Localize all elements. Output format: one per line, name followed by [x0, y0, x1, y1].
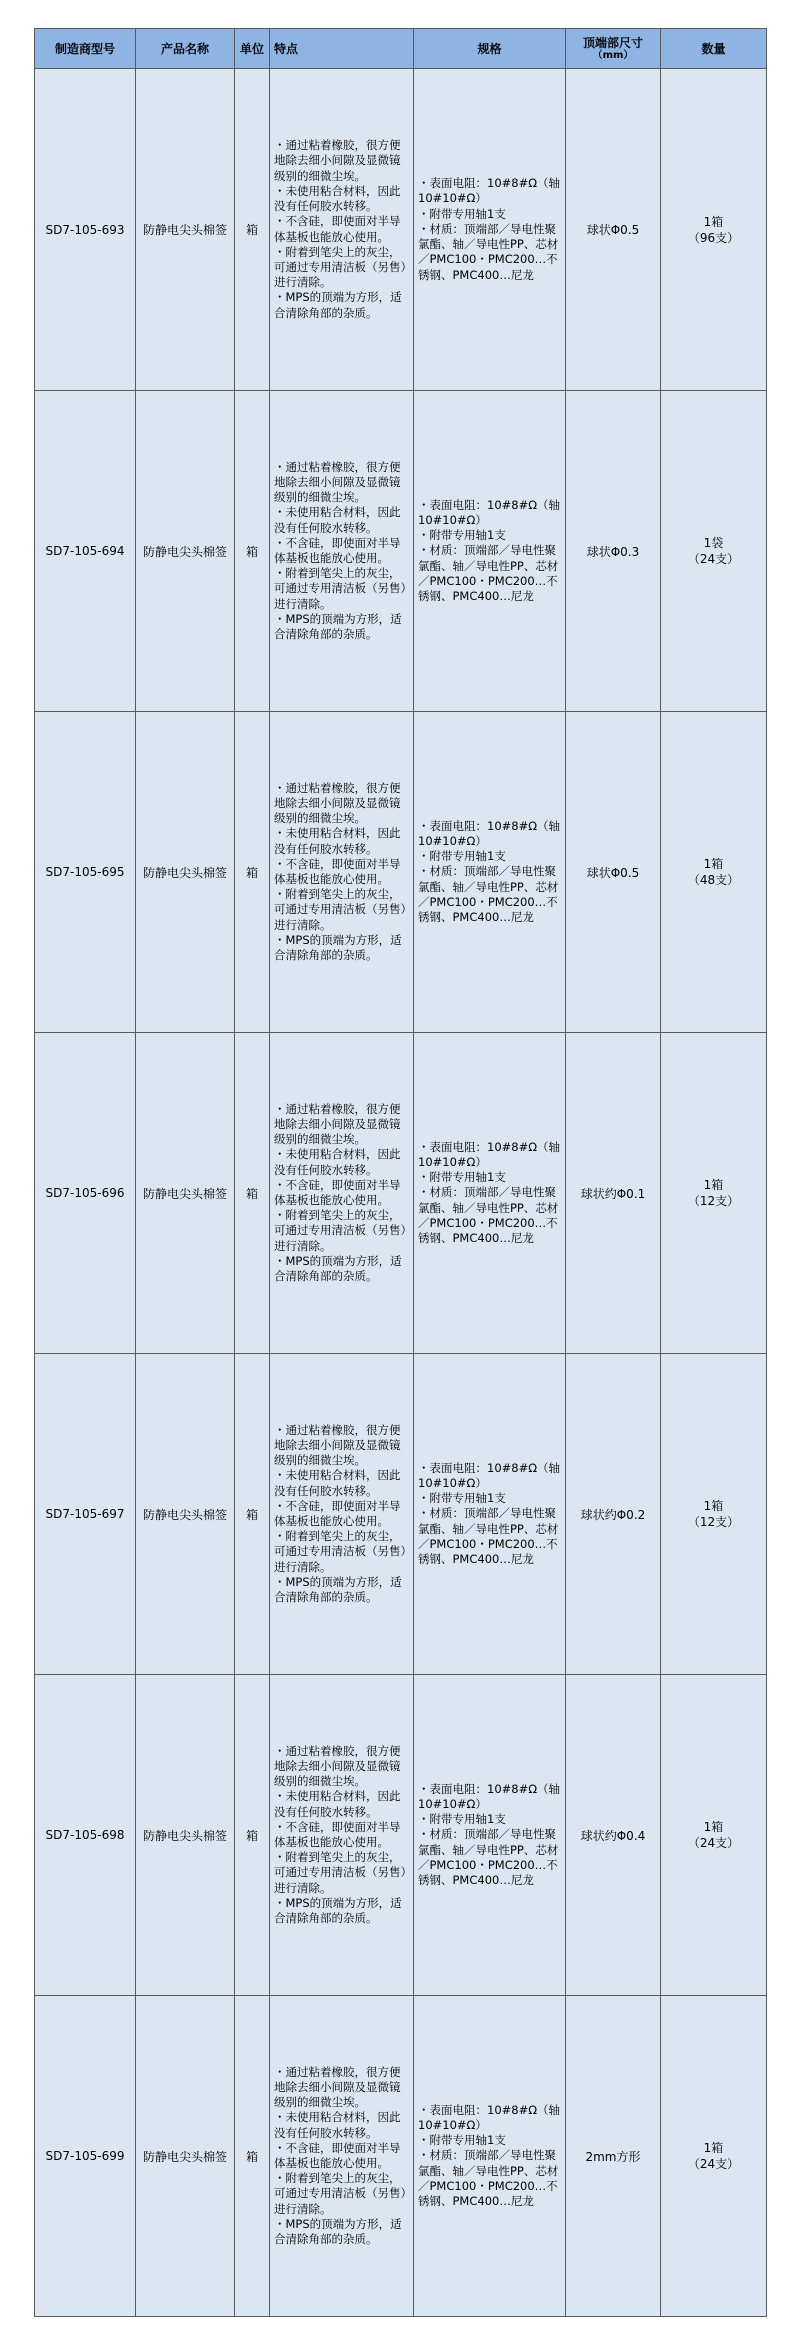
feature-line: ・不含硅，即使面对半导体基板也能放心使用。	[274, 1819, 401, 1849]
spec-line: ・附带专用轴1支	[418, 849, 506, 864]
feature-line: ・未使用粘合材料，因此没有任何胶水转移。	[274, 826, 401, 856]
spec-line: ・附带专用轴1支	[418, 1491, 506, 1506]
header-tip-size	[566, 29, 661, 69]
model-cell: SD7-105-693	[35, 69, 136, 391]
feature-line: ・通过粘着橡胶，很方便地除去细小间隙及显微镜级别的细微尘埃。	[274, 459, 401, 505]
spec-line: ・表面电阻：10#8#Ω（轴10#10#Ω）	[418, 1781, 561, 1811]
feature-line: ・MPS的顶端为方形，适合清除角部的杂质。	[274, 932, 402, 963]
unit-cell: 箱	[235, 391, 270, 712]
tip-size-cell: 球状Φ0.5	[566, 712, 661, 1033]
table-row	[35, 1675, 767, 1996]
qty-count: （48支）	[687, 873, 740, 887]
table-row	[35, 69, 767, 391]
tip-size-cell: 球状Φ0.3	[566, 391, 661, 712]
qty-amount: 1箱	[703, 1499, 724, 1513]
feature-line: ・通过粘着橡胶，很方便地除去细小间隙及显微镜级别的细微尘埃。	[274, 1743, 401, 1789]
qty-amount: 1箱	[703, 214, 724, 229]
unit-cell: 箱	[235, 1354, 270, 1675]
spec-line: ・材质：顶端部／导电性聚氯酯、轴／导电性PP、芯材／PMC100・PMC200…不锈钢、PMC400…尼龙	[418, 864, 559, 924]
spec-line: ・附带专用轴1支	[418, 2133, 506, 2148]
qty-amount: 1箱	[703, 1178, 724, 1192]
feature-line: ・附着到笔尖上的灰尘，可通过专用清洁板（另售）进行清除。	[274, 566, 407, 611]
feature-line: ・不含硅，即使面对半导体基板也能放心使用。	[274, 2140, 401, 2170]
header-row	[35, 29, 767, 69]
qty-count: （24支）	[687, 2157, 740, 2171]
spec-line: ・表面电阻：10#8#Ω（轴10#10#Ω）	[418, 818, 561, 848]
feature-line: ・未使用粘合材料，因此没有任何胶水转移。	[274, 2110, 401, 2140]
feature-line: ・附着到笔尖上的灰尘，可通过专用清洁板（另售）进行清除。	[274, 244, 407, 290]
spec-line: ・表面电阻：10#8#Ω（轴10#10#Ω）	[418, 176, 561, 206]
model-cell: SD7-105-698	[35, 1675, 136, 1996]
feature-line: ・MPS的顶端为方形，适合清除角部的杂质。	[274, 2216, 402, 2247]
qty-amount: 1袋	[703, 536, 724, 550]
spec-cell	[414, 1354, 566, 1675]
feature-line: ・MPS的顶端为方形，适合清除角部的杂质。	[274, 290, 402, 320]
spec-line: ・表面电阻：10#8#Ω（轴10#10#Ω）	[418, 2102, 561, 2132]
feature-line: ・附着到笔尖上的灰尘，可通过专用清洁板（另售）进行清除。	[274, 1850, 407, 1895]
feature-line: ・不含硅，即使面对半导体基板也能放心使用。	[274, 856, 401, 886]
spec-line: ・表面电阻：10#8#Ω（轴10#10#Ω）	[418, 1460, 561, 1490]
features-cell	[270, 712, 414, 1033]
table-row	[35, 1033, 767, 1354]
feature-line: ・不含硅，即使面对半导体基板也能放心使用。	[274, 535, 401, 565]
feature-line: ・MPS的顶端为方形，适合清除角部的杂质。	[274, 1253, 402, 1284]
feature-line: ・未使用粘合材料，因此没有任何胶水转移。	[274, 1147, 401, 1177]
spec-cell	[414, 1033, 566, 1354]
feature-line: ・MPS的顶端为方形，适合清除角部的杂质。	[274, 611, 402, 642]
unit-cell: 箱	[235, 1675, 270, 1996]
feature-line: ・附着到笔尖上的灰尘，可通过专用清洁板（另售）进行清除。	[274, 887, 407, 932]
table-row	[35, 1354, 767, 1675]
spec-line: ・附带专用轴1支	[418, 1812, 506, 1827]
feature-line: ・通过粘着橡胶，很方便地除去细小间隙及显微镜级别的细微尘埃。	[274, 138, 401, 183]
feature-line: ・通过粘着橡胶，很方便地除去细小间隙及显微镜级别的细微尘埃。	[274, 780, 401, 826]
product-name-cell: 防静电尖头棉签	[136, 1033, 235, 1354]
feature-line: ・通过粘着橡胶，很方便地除去细小间隙及显微镜级别的细微尘埃。	[274, 2064, 401, 2110]
model-cell: SD7-105-699	[35, 1996, 136, 2317]
feature-line: ・附着到笔尖上的灰尘，可通过专用清洁板（另售）进行清除。	[274, 2171, 407, 2216]
features-cell	[270, 1354, 414, 1675]
qty-cell	[661, 69, 767, 391]
header-features: 特点	[270, 29, 414, 69]
qty-cell	[661, 1675, 767, 1996]
features-cell	[270, 1033, 414, 1354]
product-name-cell: 防静电尖头棉签	[136, 69, 235, 391]
features-cell	[270, 1675, 414, 1996]
spec-cell	[414, 1996, 566, 2317]
qty-cell	[661, 391, 767, 712]
feature-line: ・MPS的顶端为方形，适合清除角部的杂质。	[274, 1895, 402, 1926]
spec-line: ・表面电阻：10#8#Ω（轴10#10#Ω）	[418, 1139, 561, 1169]
unit-cell: 箱	[235, 712, 270, 1033]
unit-cell: 箱	[235, 69, 270, 391]
unit-cell: 箱	[235, 1033, 270, 1354]
header-tip-size-label: 顶端部尺寸	[582, 35, 643, 50]
qty-amount: 1箱	[703, 857, 724, 871]
feature-line: ・通过粘着橡胶，很方便地除去细小间隙及显微镜级别的细微尘埃。	[274, 1101, 401, 1147]
features-cell	[270, 69, 414, 391]
feature-line: ・通过粘着橡胶，很方便地除去细小间隙及显微镜级别的细微尘埃。	[274, 1422, 401, 1468]
tip-size-cell: 2mm方形	[566, 1996, 661, 2317]
spec-line: ・材质：顶端部／导电性聚氯酯、轴／导电性PP、芯材／PMC100・PMC200…不锈钢、PMC400…尼龙	[418, 221, 559, 282]
header-qty: 数量	[661, 29, 767, 69]
table-row	[35, 391, 767, 712]
qty-cell	[661, 1996, 767, 2317]
spec-line: ・材质：顶端部／导电性聚氯酯、轴／导电性PP、芯材／PMC100・PMC200…不锈钢、PMC400…尼龙	[418, 1185, 559, 1245]
feature-line: ・不含硅，即使面对半导体基板也能放心使用。	[274, 1177, 401, 1207]
tip-size-cell: 球状约Φ0.4	[566, 1675, 661, 1996]
header-unit: 单位	[235, 29, 270, 69]
spec-cell	[414, 712, 566, 1033]
model-cell: SD7-105-695	[35, 712, 136, 1033]
product-name-cell: 防静电尖头棉签	[136, 1675, 235, 1996]
qty-count: （12支）	[687, 1515, 740, 1529]
spec-line: ・附带专用轴1支	[418, 1170, 506, 1185]
spec-line: ・材质：顶端部／导电性聚氯酯、轴／导电性PP、芯材／PMC100・PMC200…不锈钢、PMC400…尼龙	[418, 1506, 559, 1566]
feature-line: ・未使用粘合材料，因此没有任何胶水转移。	[274, 505, 401, 535]
qty-cell	[661, 1033, 767, 1354]
table-row	[35, 712, 767, 1033]
model-cell: SD7-105-697	[35, 1354, 136, 1675]
spec-line: ・表面电阻：10#8#Ω（轴10#10#Ω）	[418, 497, 561, 527]
qty-count: （24支）	[687, 552, 740, 566]
tip-size-cell: 球状约Φ0.2	[566, 1354, 661, 1675]
feature-line: ・附着到笔尖上的灰尘，可通过专用清洁板（另售）进行清除。	[274, 1529, 407, 1574]
spec-line: ・材质：顶端部／导电性聚氯酯、轴／导电性PP、芯材／PMC100・PMC200…不锈钢、PMC400…尼龙	[418, 1827, 559, 1887]
spec-cell	[414, 1675, 566, 1996]
spec-cell	[414, 69, 566, 391]
qty-count: （96支）	[687, 230, 740, 245]
qty-amount: 1箱	[703, 1820, 724, 1834]
feature-line: ・MPS的顶端为方形，适合清除角部的杂质。	[274, 1574, 402, 1605]
unit-cell: 箱	[235, 1996, 270, 2317]
features-cell	[270, 391, 414, 712]
header-spec: 规格	[414, 29, 566, 69]
features-cell	[270, 1996, 414, 2317]
tip-size-cell: 球状约Φ0.1	[566, 1033, 661, 1354]
feature-line: ・未使用粘合材料，因此没有任何胶水转移。	[274, 1789, 401, 1819]
product-table	[34, 28, 767, 2317]
header-name: 产品名称	[136, 29, 235, 69]
model-cell: SD7-105-696	[35, 1033, 136, 1354]
qty-amount: 1箱	[703, 2141, 724, 2155]
feature-line: ・未使用粘合材料，因此没有任何胶水转移。	[274, 183, 401, 214]
spec-line: ・附带专用轴1支	[418, 528, 506, 543]
tip-size-cell: 球状Φ0.5	[566, 69, 661, 391]
qty-count: （24支）	[687, 1836, 740, 1850]
product-name-cell: 防静电尖头棉签	[136, 1996, 235, 2317]
product-name-cell: 防静电尖头棉签	[136, 1354, 235, 1675]
qty-cell	[661, 1354, 767, 1675]
spec-line: ・材质：顶端部／导电性聚氯酯、轴／导电性PP、芯材／PMC100・PMC200…不锈钢、PMC400…尼龙	[418, 543, 559, 603]
feature-line: ・不含硅，即使面对半导体基板也能放心使用。	[274, 214, 401, 244]
feature-line: ・附着到笔尖上的灰尘，可通过专用清洁板（另售）进行清除。	[274, 1208, 407, 1253]
qty-cell	[661, 712, 767, 1033]
spec-cell	[414, 391, 566, 712]
spec-line: ・附带专用轴1支	[418, 206, 506, 221]
feature-line: ・不含硅，即使面对半导体基板也能放心使用。	[274, 1498, 401, 1528]
feature-line: ・未使用粘合材料，因此没有任何胶水转移。	[274, 1468, 401, 1498]
table-row	[35, 1996, 767, 2317]
spec-line: ・材质：顶端部／导电性聚氯酯、轴／导电性PP、芯材／PMC100・PMC200…不锈钢、PMC400…尼龙	[418, 2148, 559, 2208]
product-name-cell: 防静电尖头棉签	[136, 391, 235, 712]
product-table-container	[34, 28, 766, 2317]
header-tip-size-unit: （mm）	[592, 49, 634, 61]
qty-count: （12支）	[687, 1194, 740, 1208]
header-model: 制造商型号	[35, 29, 136, 69]
model-cell: SD7-105-694	[35, 391, 136, 712]
product-name-cell: 防静电尖头棉签	[136, 712, 235, 1033]
